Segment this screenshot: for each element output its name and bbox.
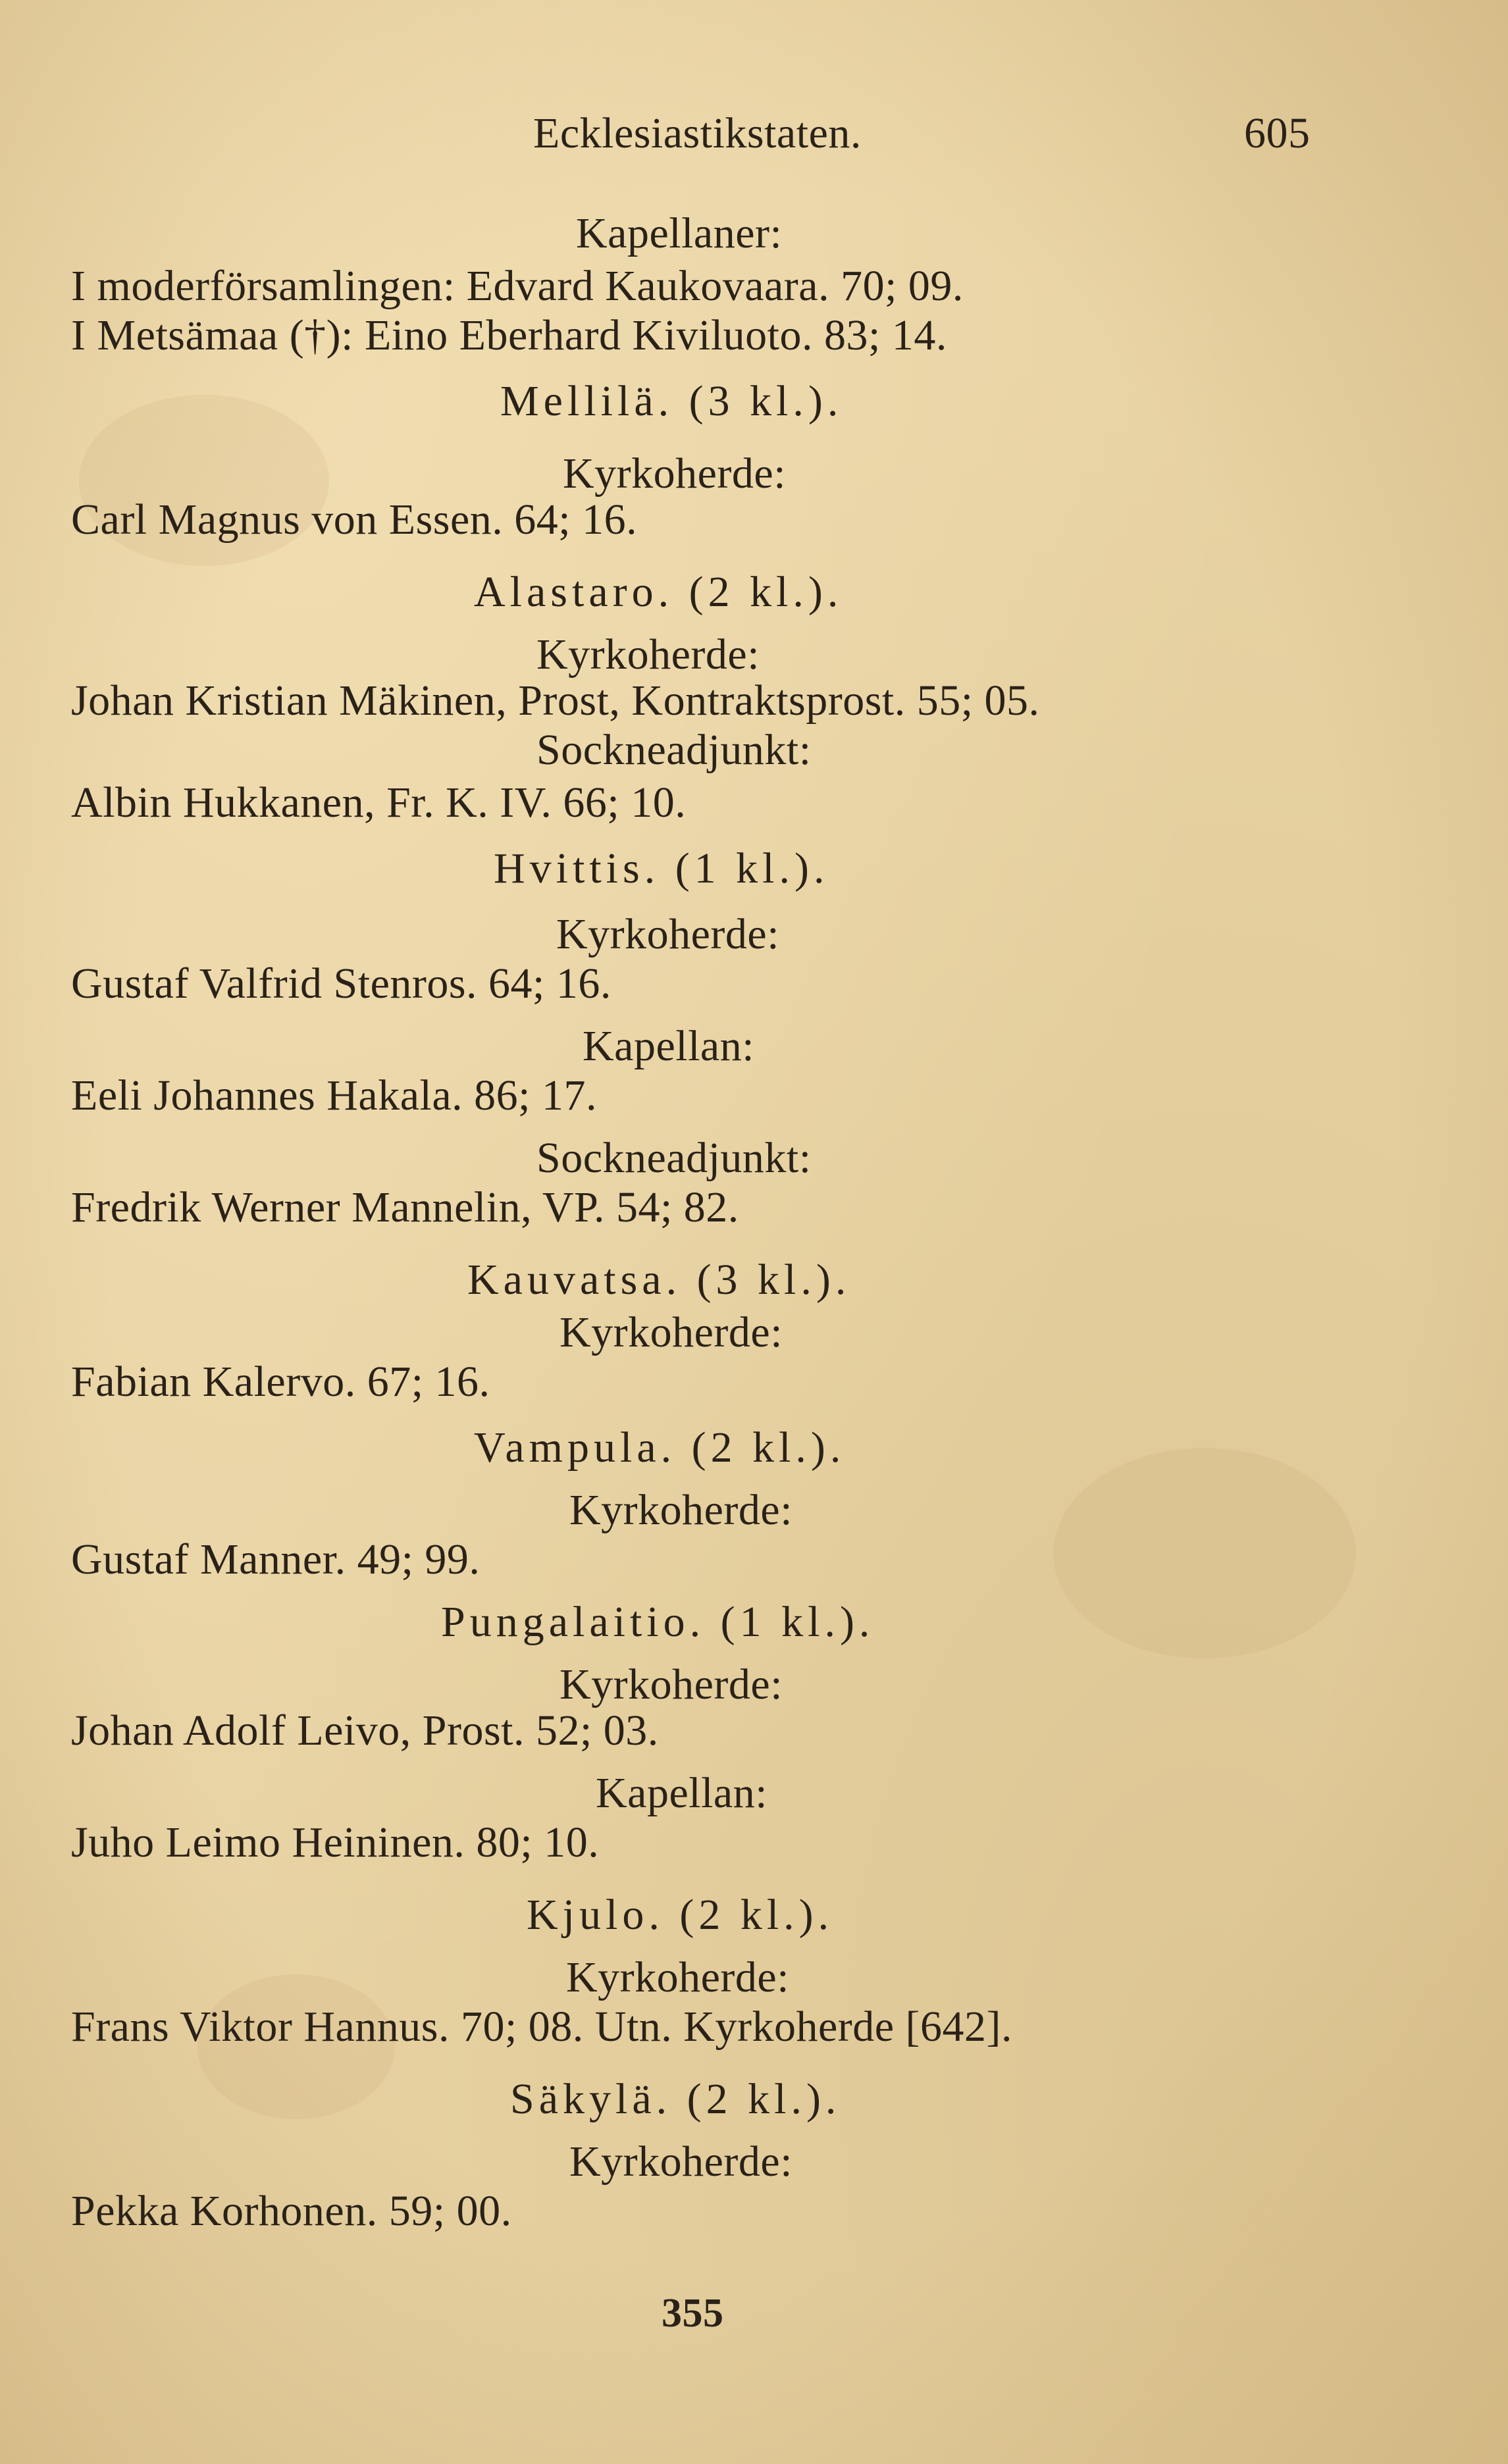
- entry-line: Gustaf Manner. 49; 99.: [71, 1535, 481, 1583]
- entry-line: Pekka Korhonen. 59; 00.: [71, 2187, 512, 2235]
- section-heading: Kyrkoherde:: [566, 1953, 790, 2001]
- entry-line: Johan Adolf Leivo, Prost. 52; 03.: [71, 1707, 659, 1755]
- entry-line: Juho Leimo Heininen. 80; 10.: [71, 1818, 600, 1866]
- section-heading: Kyrkoherde:: [563, 449, 787, 498]
- signature-mark: 355: [662, 2291, 724, 2336]
- entry-line: Eeli Johannes Hakala. 86; 17.: [71, 1071, 597, 1119]
- parish-heading: Alastaro. (2 kl.).: [474, 568, 843, 616]
- section-heading: Kyrkoherde:: [556, 910, 780, 958]
- parish-heading: Kjulo. (2 kl.).: [527, 1891, 834, 1939]
- entry-line: Gustaf Valfrid Stenros. 64; 16.: [71, 960, 611, 1008]
- entry-line: Fredrik Werner Mannelin, VP. 54; 82.: [71, 1183, 739, 1231]
- section-heading: Kapellaner:: [576, 209, 783, 257]
- parish-heading: Vampula. (2 kl.).: [474, 1424, 846, 1472]
- page-number: 605: [1244, 109, 1311, 157]
- parish-heading: Hvittis. (1 kl.).: [494, 844, 829, 892]
- section-heading: Kyrkoherde:: [559, 1308, 783, 1356]
- parish-heading: Pungalaitio. (1 kl.).: [441, 1598, 875, 1646]
- parish-heading: Kauvatsa. (3 kl.).: [467, 1256, 851, 1304]
- parish-heading: Säkylä. (2 kl.).: [510, 2075, 841, 2123]
- section-heading: Kyrkoherde:: [569, 2138, 793, 2186]
- section-heading: Kapellan:: [583, 1022, 755, 1070]
- entry-line: I moderförsamlingen: Edvard Kaukovaara. 70; 09.: [71, 262, 964, 310]
- paper-stain: [1053, 1448, 1356, 1658]
- section-heading: Sockneadjunkt:: [536, 726, 812, 774]
- running-header-title: Ecklesiastikstaten.: [533, 109, 862, 157]
- entry-line: Frans Viktor Hannus. 70; 08. Utn. Kyrkoherde [642].: [71, 2003, 1012, 2051]
- section-heading: Kyrkoherde:: [536, 630, 760, 679]
- entry-line: Carl Magnus von Essen. 64; 16.: [71, 496, 638, 544]
- section-heading: Kyrkoherde:: [559, 1660, 783, 1708]
- entry-line: Johan Kristian Mäkinen, Prost, Kontraktsprost. 55; 05.: [71, 677, 1040, 725]
- entry-line: Fabian Kalervo. 67; 16.: [71, 1358, 490, 1406]
- entry-line: Albin Hukkanen, Fr. K. IV. 66; 10.: [71, 779, 687, 827]
- section-heading: Sockneadjunkt:: [536, 1134, 812, 1182]
- entry-line: I Metsämaa (†): Eino Eberhard Kiviluoto. 83; 14.: [71, 311, 947, 359]
- section-heading: Kapellan:: [596, 1769, 768, 1817]
- section-heading: Kyrkoherde:: [569, 1486, 793, 1534]
- parish-heading: Mellilä. (3 kl.).: [500, 377, 843, 425]
